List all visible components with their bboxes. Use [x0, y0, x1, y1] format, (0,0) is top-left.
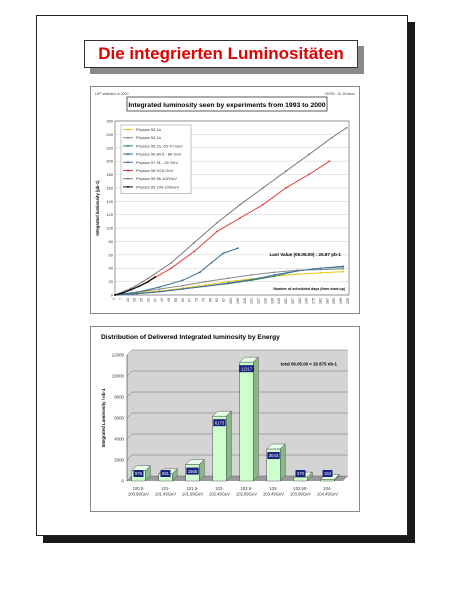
series-7-point-0 — [114, 294, 116, 296]
x-tick-label-25: 151 — [284, 298, 289, 304]
y-tick-label-12: 240 — [106, 131, 113, 137]
series-3-point-5 — [210, 262, 212, 264]
x-tick-label-23: 139 — [270, 298, 275, 304]
y-tick-label-11: 220 — [106, 145, 113, 151]
legend-marker-1 — [127, 137, 129, 139]
line-chart-svg — [91, 87, 359, 313]
series-5-point-3 — [170, 267, 172, 269]
legend-label-7: Physics 00 100-103GeV — [136, 184, 180, 190]
legend-label-0: Physics 93 Zo — [136, 127, 162, 132]
x-tick-label-6: 37 — [153, 298, 158, 302]
x-axis-label: Number of scheduled days (from start-up) — [273, 287, 345, 291]
x-tick-label-31: 187 — [325, 298, 330, 304]
series-6-point-7 — [262, 187, 264, 189]
x-tick-label-10: 61 — [180, 298, 185, 302]
y-tick-label-4: 80 — [108, 238, 113, 244]
y-tick-label-6: 12000 — [111, 352, 124, 358]
legend-label-6: Physics 99 96-102GeV — [136, 176, 177, 182]
y-tick-label-0: 0 — [110, 292, 113, 298]
x-tick-label-30: 181 — [318, 298, 323, 304]
x-category-label-5-0: 103- — [269, 486, 278, 491]
bar-value-label-3: 6173 — [214, 420, 225, 426]
legend-marker-2 — [127, 145, 129, 147]
series-6-point-5 — [216, 222, 218, 224]
legend-label-1: Physics 94 Zo — [136, 135, 162, 141]
x-tick-label-11: 67 — [187, 298, 192, 302]
x-tick-label-19: 115 — [242, 298, 247, 304]
y-tick-label-2: 40 — [108, 265, 113, 271]
series-7-point-4 — [146, 281, 148, 283]
energy-bar-chart — [90, 326, 360, 512]
legend-marker-4 — [127, 161, 129, 163]
series-6-point-3 — [170, 262, 172, 264]
series-7-point-3 — [138, 285, 140, 287]
x-tick-label-4: 25 — [139, 298, 144, 302]
x-category-label-2-0: 101.5- — [186, 486, 199, 491]
x-tick-label-29: 175 — [311, 298, 316, 304]
y-tick-label-1: 20 — [108, 279, 113, 285]
bar-value-label-7: 153 — [324, 471, 331, 477]
y-tick-label-13: 260 — [106, 118, 113, 124]
x-category-label-0-0: 100.0- — [132, 486, 145, 491]
x-category-label-6-1: 103.99GeV — [289, 491, 312, 497]
x-tick-label-0: 1 — [112, 298, 116, 300]
series-6-point-4 — [193, 242, 195, 244]
x-tick-label-27: 163 — [297, 298, 302, 304]
series-6-point-10 — [331, 137, 333, 139]
series-4-point-6 — [251, 279, 253, 281]
x-tick-label-16: 97 — [222, 298, 227, 302]
series-1-point-6 — [251, 274, 253, 276]
series-6-point-9 — [308, 154, 310, 156]
y-tick-label-6: 120 — [106, 212, 113, 218]
x-tick-label-3: 19 — [132, 298, 137, 302]
y-tick-label-8: 160 — [106, 185, 113, 191]
y-tick-label-0: 0 — [121, 478, 124, 484]
x-tick-label-12: 73 — [194, 298, 199, 302]
x-tick-label-13: 79 — [201, 298, 206, 302]
legend-label-2: Physics 95 Zo, 65-70 GeV — [136, 143, 183, 149]
x-category-label-2-1: 101.99GeV — [181, 491, 204, 497]
bar-side-4 — [253, 357, 258, 481]
series-0-point-9 — [319, 272, 321, 274]
x-tick-label-5: 31 — [146, 298, 151, 302]
y-tick-label-5: 100 — [106, 225, 113, 231]
legend-marker-6 — [127, 178, 129, 180]
y-tick-label-7: 140 — [106, 198, 113, 204]
legend-label-5: Physics 98 94.6 GeV — [136, 168, 174, 173]
bar-value-label-2: 1565 — [187, 468, 198, 474]
total-annotation: total 06.05.00 = 26 875 nb-1 — [280, 361, 337, 367]
series-3-point-3 — [182, 279, 184, 281]
x-tick-label-17: 103 — [229, 298, 233, 304]
series-1-point-2 — [159, 288, 161, 290]
y-tick-label-2: 4000 — [114, 436, 124, 442]
luminosity-line-chart — [90, 86, 360, 314]
x-category-label-6-0: 103.50- — [293, 486, 308, 491]
series-1-point-4 — [205, 281, 207, 283]
x-tick-label-14: 85 — [208, 298, 213, 302]
series-4-point-1 — [136, 293, 138, 295]
x-category-label-1-0: 101- — [161, 486, 170, 491]
series-1-point-10 — [342, 268, 344, 270]
series-6-point-2 — [147, 277, 149, 279]
legend-marker-7 — [127, 186, 129, 188]
y-tick-label-3: 6000 — [114, 415, 124, 421]
series-6-point-6 — [239, 204, 241, 206]
series-5-point-8 — [285, 187, 287, 189]
page-title: Die integrierten Luminositäten — [98, 44, 344, 63]
x-category-label-7-0: 104- — [323, 486, 332, 491]
plot-back-wall — [127, 350, 348, 481]
bar-side-5 — [280, 444, 285, 481]
x-tick-label-15: 91 — [215, 298, 220, 302]
x-category-label-1-1: 101.49GeV — [154, 491, 177, 497]
series-1-point-3 — [182, 285, 184, 287]
bar-value-label-0: 976 — [135, 471, 142, 477]
x-category-label-0-1: 100.99GeV — [127, 491, 150, 497]
x-tick-label-22: 133 — [263, 298, 268, 304]
series-1-point-5 — [228, 277, 230, 279]
series-3-point-6 — [222, 253, 224, 255]
corner-left-label: LEP statistics in 2000 — [95, 92, 129, 96]
x-tick-label-9: 55 — [173, 298, 178, 302]
y-tick-label-4: 8000 — [114, 394, 124, 400]
series-6-point-8 — [285, 170, 287, 172]
legend-label-4: Physics 97 91 - 92 GeV — [136, 159, 179, 165]
y-tick-label-1: 2000 — [114, 457, 124, 463]
series-5-point-10 — [329, 160, 331, 162]
series-4-point-4 — [205, 285, 207, 287]
x-category-label-4-1: 102.99GeV — [235, 491, 258, 497]
x-tick-label-26: 157 — [290, 298, 295, 304]
series-5-point-4 — [193, 251, 195, 253]
title-box — [84, 40, 358, 68]
series-7-point-2 — [130, 289, 132, 291]
x-category-label-5-1: 103.49GeV — [262, 491, 285, 497]
legend-label-3: Physics 96 80.5 - 86 GeV — [136, 151, 182, 157]
chart-title: Distribution of Delivered Integrated luminosity by Energy — [101, 334, 280, 341]
x-tick-label-24: 145 — [277, 298, 282, 304]
legend-marker-0 — [127, 129, 129, 131]
bar-chart-svg — [91, 327, 359, 511]
y-tick-label-5: 10000 — [111, 373, 124, 379]
series-3-point-7 — [237, 247, 239, 249]
x-category-label-7-1: 104.49GeV — [316, 491, 339, 497]
chart-title: Integrated luminosity seen by experiments from 1993 to 2000 — [128, 102, 326, 109]
bar-7 — [321, 479, 335, 481]
legend-marker-3 — [127, 153, 129, 155]
bar-value-label-5: 3043 — [268, 453, 279, 459]
series-5-point-6 — [239, 217, 241, 219]
series-6-point-11 — [346, 127, 348, 129]
series-0-point-8 — [296, 273, 298, 275]
bar-4 — [240, 362, 254, 481]
x-tick-label-32: 193 — [332, 298, 337, 304]
x-category-label-4-0: 102.5- — [240, 486, 253, 491]
series-4-point-8 — [296, 270, 298, 272]
series-7-point-5 — [154, 276, 156, 278]
x-category-label-3-1: 102.49GeV — [208, 491, 231, 497]
x-tick-label-34: 205 — [346, 298, 350, 304]
x-tick-label-20: 121 — [249, 298, 254, 304]
series-3-point-2 — [159, 286, 161, 288]
bar-value-label-1: 681 — [162, 471, 169, 477]
bar-value-label-4: 11317 — [240, 366, 253, 372]
corner-right-label: CERN - SL Division — [324, 92, 355, 96]
y-tick-label-3: 60 — [108, 252, 113, 258]
series-3-point-4 — [199, 271, 201, 273]
series-4-point-9 — [319, 267, 321, 269]
x-tick-label-28: 169 — [304, 298, 309, 304]
x-tick-label-21: 127 — [256, 298, 261, 304]
series-5-point-9 — [308, 174, 310, 176]
bar-value-label-6: 370 — [297, 471, 304, 477]
series-4-point-5 — [228, 282, 230, 284]
bar-6 — [294, 477, 308, 481]
y-axis-label: Integrated luminosity (pb-1) — [95, 180, 100, 236]
x-tick-label-1: 7 — [118, 298, 123, 300]
y-tick-label-9: 180 — [106, 172, 113, 178]
y-tick-label-10: 200 — [106, 158, 113, 164]
series-0-point-10 — [342, 271, 344, 273]
series-7-point-1 — [122, 292, 124, 294]
series-4-point-7 — [274, 274, 276, 276]
x-category-label-3-0: 102- — [215, 486, 224, 491]
y-axis-label: Integrated Luminosity / nb-1 — [101, 388, 106, 448]
series-4-point-2 — [159, 291, 161, 293]
bar-side-3 — [226, 411, 231, 481]
legend-marker-5 — [127, 170, 129, 172]
series-5-point-5 — [216, 231, 218, 233]
x-tick-label-33: 199 — [339, 298, 344, 304]
x-tick-label-7: 43 — [160, 298, 165, 302]
series-1-point-7 — [274, 271, 276, 273]
series-4-point-3 — [182, 288, 184, 290]
series-5-point-7 — [262, 204, 264, 206]
x-tick-label-2: 13 — [125, 298, 130, 302]
x-tick-label-18: 109 — [235, 298, 240, 304]
last-value-annotation: Last Value (06.05.00) : 26.87 pb-1 — [269, 252, 341, 258]
series-4-point-10 — [342, 265, 344, 267]
x-tick-label-8: 49 — [167, 298, 172, 302]
